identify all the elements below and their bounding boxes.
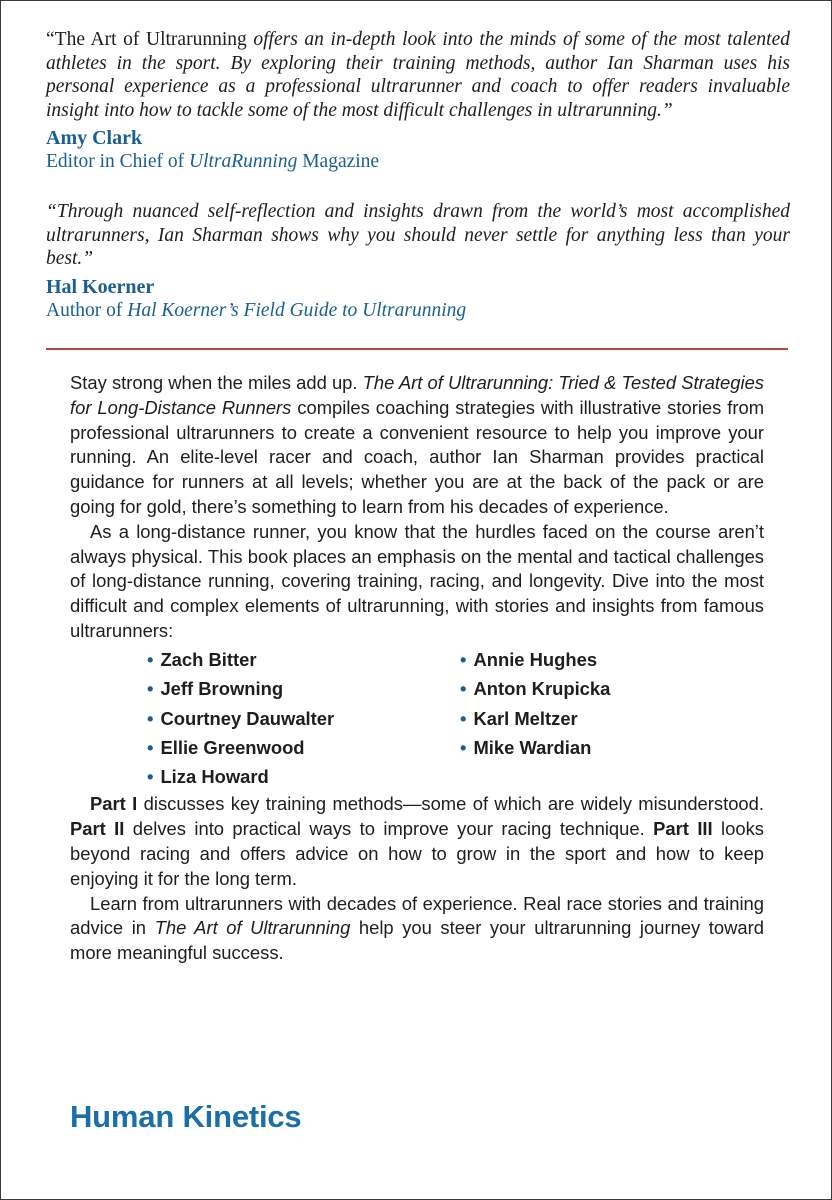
bullet-icon: • — [460, 648, 467, 670]
list-item — [147, 676, 460, 701]
runner-name: Ellie Greenwood — [160, 736, 305, 758]
desc-text: discusses key training methods—some of which are widely misunderstood. — [137, 793, 764, 815]
runner-list — [147, 647, 764, 790]
bullet-icon: • — [147, 648, 154, 670]
part-label: Part I — [90, 793, 138, 815]
bullet-icon: • — [460, 678, 467, 700]
description-paragraph-3 — [70, 792, 764, 891]
endorser-title-suffix: Magazine — [297, 151, 380, 172]
endorsement-quote-2: “Through nuanced self-reflection and insights drawn from the world’s most accomplished ultrarunners, Ian Sharman shows why you should never settle for anything less than your best.” — [46, 201, 790, 269]
endorsement-quote-1 — [46, 28, 790, 122]
bullet-icon: • — [147, 707, 154, 729]
endorser-title-italic: Hal Koerner’s Field Guide to Ultrarunning — [127, 299, 467, 321]
list-item — [460, 735, 760, 760]
bullet-icon: • — [147, 678, 154, 700]
part-label: Part II — [70, 818, 125, 840]
list-item — [147, 706, 460, 731]
list-item — [460, 676, 760, 701]
desc-text: delves into practical ways to improve your racing technique. — [124, 818, 654, 840]
endorser-title-prefix: Author of — [46, 299, 128, 321]
desc-text: help you steer your ultrarunning journey toward more meaningful success. — [70, 917, 764, 964]
runner-name: Zach Bitter — [160, 648, 257, 670]
bullet-icon: • — [460, 736, 467, 758]
quote-book-title: “The Art of Ultrarunning — [46, 29, 247, 50]
description-paragraph-4 — [70, 892, 764, 966]
endorser-title-1 — [46, 150, 790, 174]
endorser-title-prefix: Editor in Chief of — [46, 151, 189, 172]
list-item — [147, 735, 460, 760]
desc-text: Learn from ultrarunners with decades of experience. Real race stories and training advice in — [70, 892, 764, 939]
endorser-name-2: Hal Koerner — [46, 275, 155, 298]
endorser-title-2 — [46, 299, 790, 323]
bullet-icon: • — [147, 766, 154, 788]
list-item — [460, 706, 760, 731]
runner-name: Annie Hughes — [473, 648, 598, 670]
description-paragraph-2: As a long-distance runner, you know that the hurdles faced on the course aren’t always physical. This book places an emphasis on the mental and tactical challenges of long-distance running, covering training, racing, and longevity. Dive into the most difficult and complex elements of ultrarunning, with stories and insights from famous ultrarunners: — [70, 520, 764, 641]
list-item — [147, 764, 460, 789]
description-paragraph-1 — [70, 371, 764, 520]
list-item — [460, 647, 760, 672]
runner-name: Karl Meltzer — [473, 707, 578, 729]
section-divider — [46, 348, 788, 350]
runner-name: Jeff Browning — [160, 678, 284, 700]
bullet-icon: • — [147, 736, 154, 758]
endorser-title-italic: UltraRunning — [188, 151, 298, 172]
publisher-logo: Human Kinetics — [70, 1099, 302, 1134]
part-label: Part III — [653, 818, 713, 840]
book-title-italic: The Art of Ultrarunning: Tried & Tested Strategies for Long-Distance Runners — [70, 372, 764, 418]
desc-text: compiles coaching strategies with illustrative stories from professional ultrarunners to create a convenient resource to help you improve your running. An elite-level racer and coach, author Ian Sharman provides practical guidance for runners at all levels; whether you are at the back of the pack or are going for gold, there’s something to learn from his decades of experience. — [70, 396, 765, 517]
runner-name: Anton Krupicka — [473, 678, 611, 700]
runner-name: Mike Wardian — [473, 736, 592, 758]
endorsement-2 — [46, 200, 790, 323]
runner-name: Courtney Dauwalter — [160, 707, 335, 729]
book-title-italic: The Art of Ultrarunning — [154, 917, 351, 939]
desc-text: Stay strong when the miles add up. — [70, 372, 363, 393]
book-description — [70, 371, 764, 966]
desc-text: looks beyond racing and offers advice on how to grow in the sport and how to keep enjoying it for the long term. — [70, 818, 764, 889]
endorsements — [46, 28, 790, 323]
list-item — [147, 647, 460, 672]
endorser-name-1: Amy Clark — [46, 127, 143, 149]
runner-name: Liza Howard — [160, 766, 269, 788]
bullet-icon: • — [460, 707, 467, 729]
quote-text: offers an in-depth look into the minds of some of the most talented athletes in the sport. By exploring their training methods, author Ian Sharman uses his personal experience as a professional ultrarunner and coach to offer readers invaluable insight into how to tackle some of the most difficult challenges in ultrarunning.” — [46, 29, 790, 121]
